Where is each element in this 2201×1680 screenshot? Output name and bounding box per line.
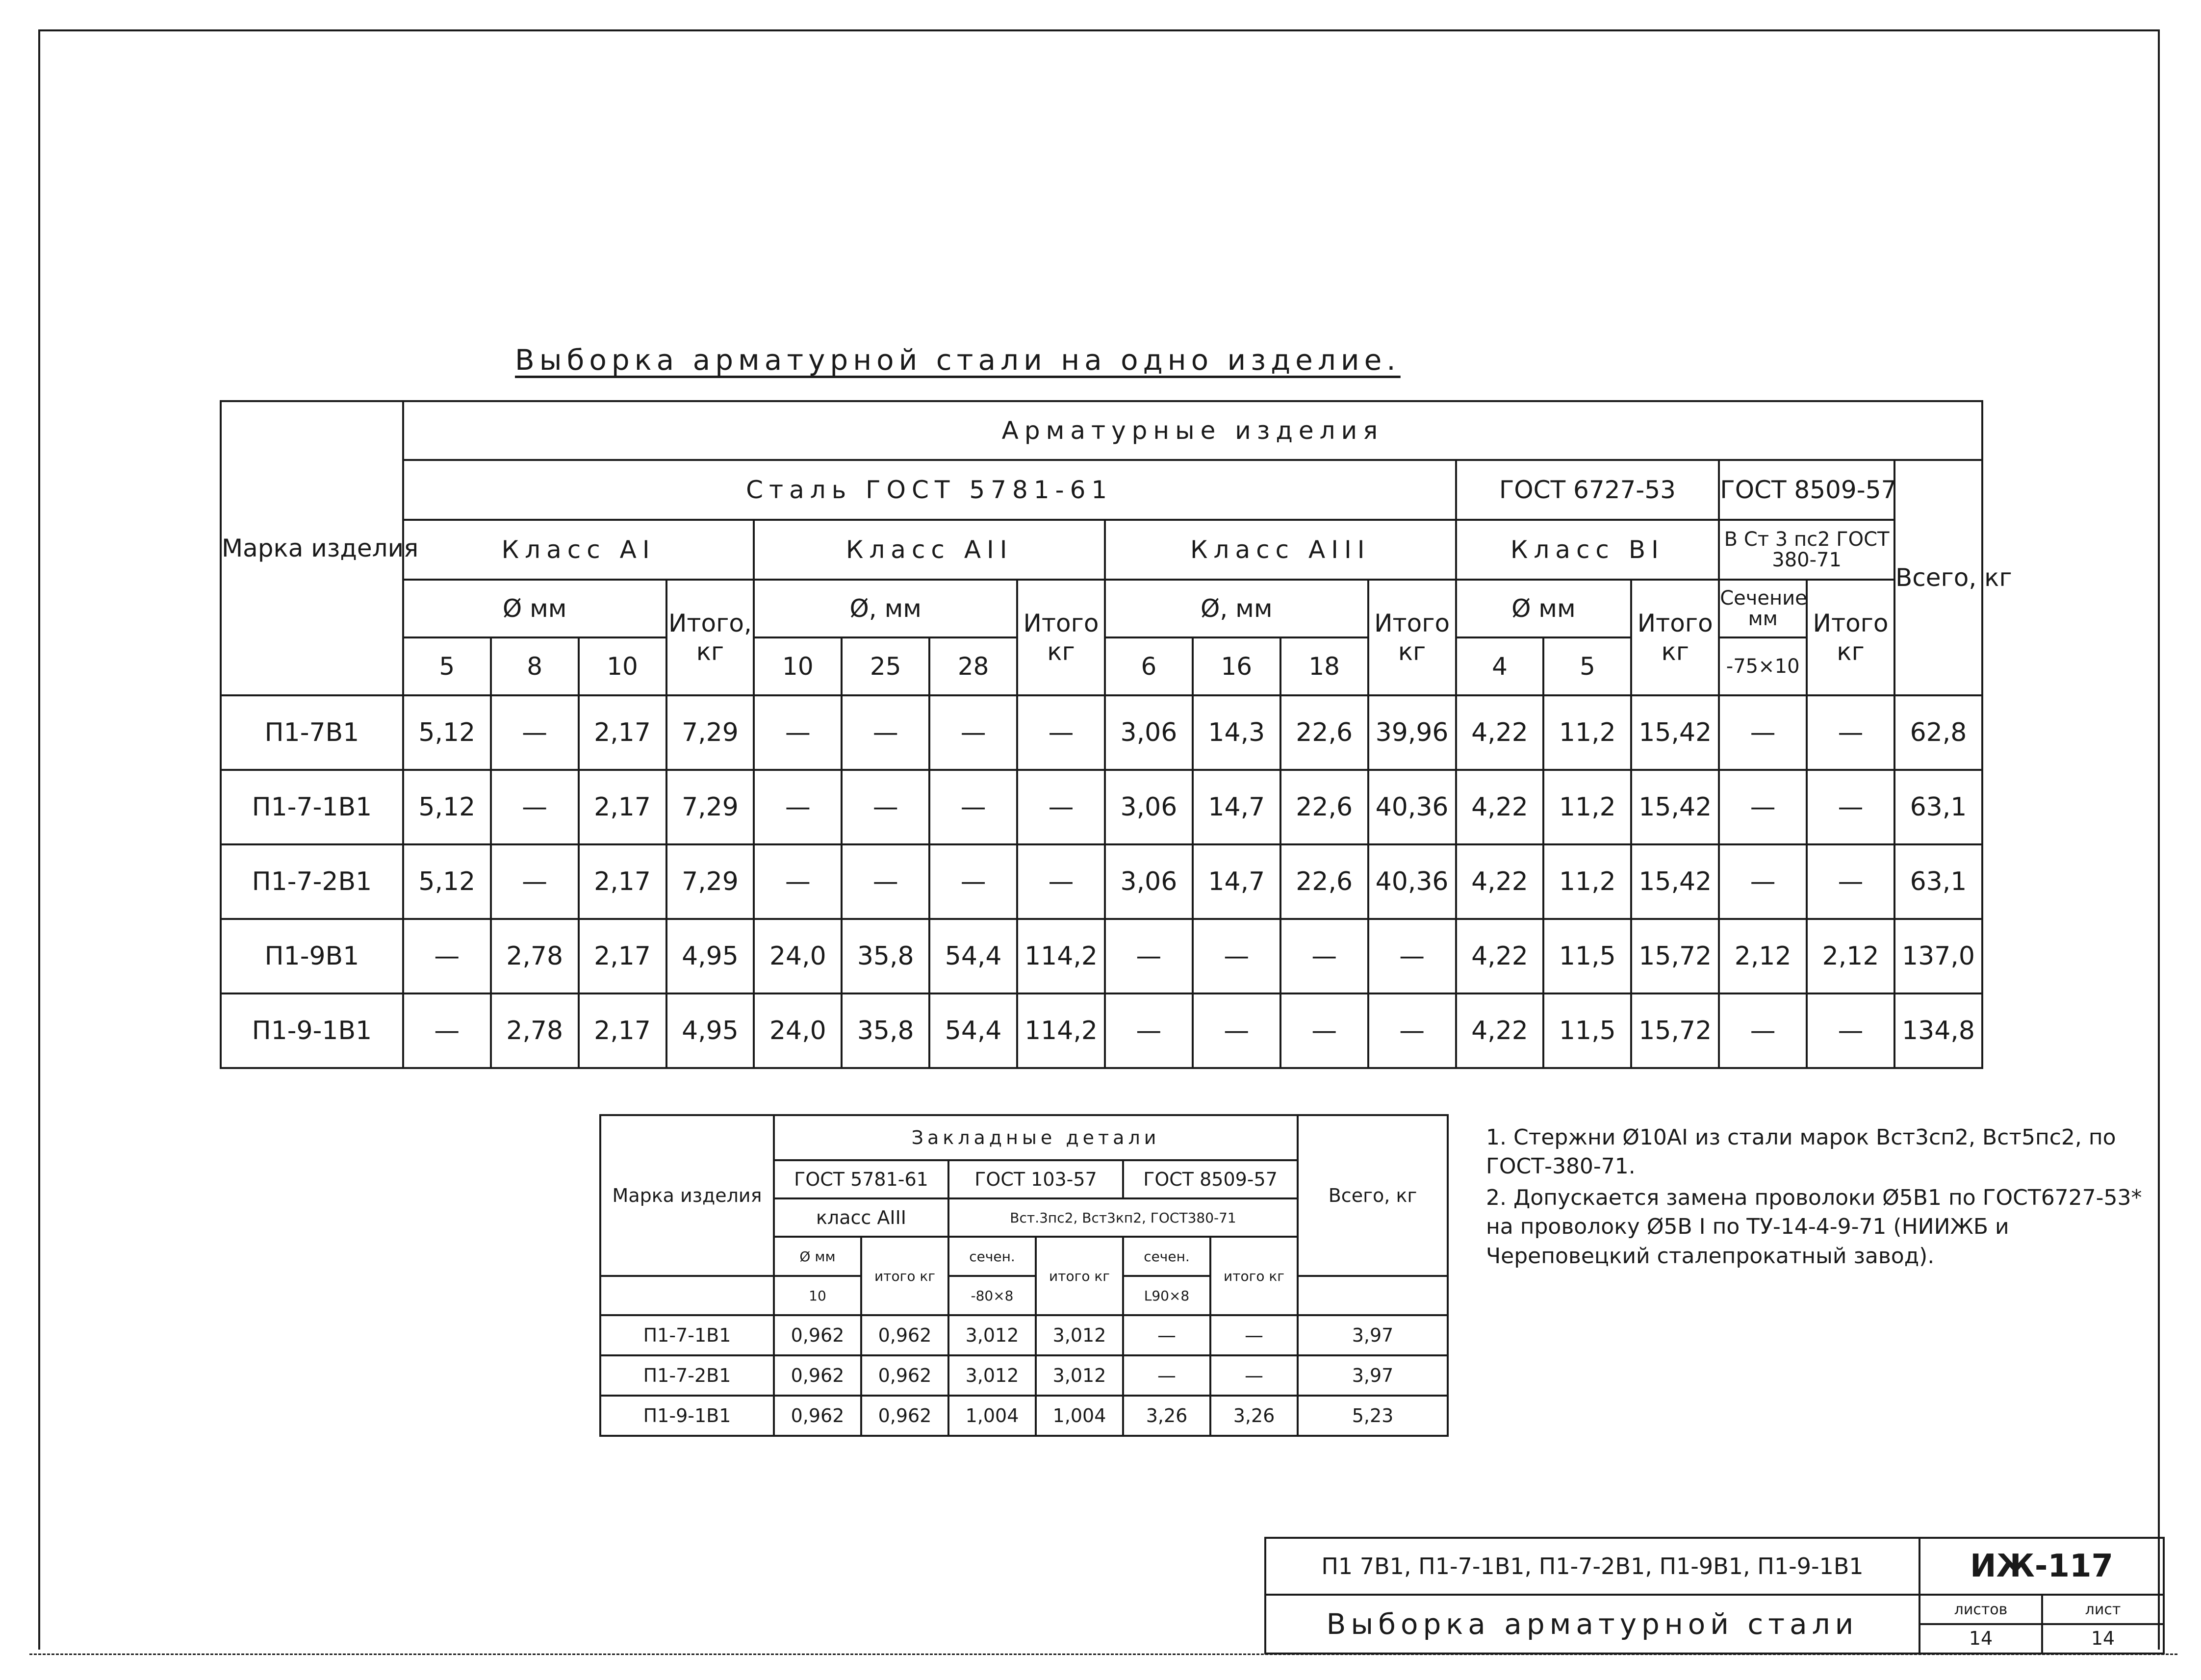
table-row xyxy=(221,844,1982,919)
armature-table xyxy=(220,400,2012,1069)
a3-diameter-header: Ø, мм xyxy=(1105,580,1368,637)
value-cell: — xyxy=(1017,844,1105,919)
value-cell: — xyxy=(1193,919,1280,993)
embedded-diameter-value: 10 xyxy=(774,1276,861,1315)
a2-diameter-header: Ø, мм xyxy=(754,580,1017,637)
diameter-cell: 4 xyxy=(1456,637,1544,695)
class-a3-header: Класс AIII xyxy=(1105,520,1456,580)
value-cell: 39,96 xyxy=(1368,695,1456,770)
value-cell: — xyxy=(1719,695,1807,770)
total-header: Всего, кг xyxy=(1894,460,1982,695)
value-cell: 2,17 xyxy=(579,993,666,1068)
value-cell: — xyxy=(1368,919,1456,993)
value-cell: — xyxy=(403,919,491,993)
value-cell: 40,36 xyxy=(1368,844,1456,919)
embedded-diameter-header: Ø мм xyxy=(774,1237,861,1276)
value-cell: 7,29 xyxy=(666,770,754,844)
embedded-total-kg-header: итого кг xyxy=(1210,1237,1298,1315)
value-cell: — xyxy=(1280,993,1368,1068)
value-cell: 63,1 xyxy=(1894,770,1982,844)
value-cell: — xyxy=(491,770,579,844)
stamp-sheets-label: листов xyxy=(1919,1595,2042,1624)
gost8509-header: ГОСТ 8509-57 xyxy=(1719,460,1894,520)
value-cell: 3,06 xyxy=(1105,695,1193,770)
value-cell: 3,97 xyxy=(1298,1355,1448,1396)
class-a1-header: Класс AI xyxy=(403,520,754,580)
value-cell: — xyxy=(1807,695,1894,770)
diameter-cell: 6 xyxy=(1105,637,1193,695)
diameter-cell: 5 xyxy=(1543,637,1631,695)
value-cell: 15,42 xyxy=(1631,770,1719,844)
table-row xyxy=(600,1355,1448,1396)
value-cell: 11,5 xyxy=(1543,919,1631,993)
value-cell: 2,12 xyxy=(1719,919,1807,993)
mark-cell: П1-9В1 xyxy=(221,919,403,993)
b1-total-header: Итого кг xyxy=(1631,580,1719,695)
value-cell: 4,22 xyxy=(1456,695,1544,770)
value-cell: — xyxy=(403,993,491,1068)
value-cell: — xyxy=(1719,770,1807,844)
value-cell: 3,26 xyxy=(1210,1396,1298,1436)
value-cell: 2,17 xyxy=(579,770,666,844)
value-cell: 2,17 xyxy=(579,919,666,993)
value-cell: 1,004 xyxy=(1036,1396,1123,1436)
value-cell: 3,012 xyxy=(948,1355,1036,1396)
value-cell: 3,012 xyxy=(1036,1355,1123,1396)
value-cell: 0,962 xyxy=(861,1315,948,1355)
embedded-section-header: сечен. xyxy=(1123,1237,1210,1276)
embedded-gost5781: ГОСТ 5781-61 xyxy=(774,1160,948,1198)
diameter-cell: 10 xyxy=(754,637,842,695)
value-cell: 54,4 xyxy=(929,993,1017,1068)
value-cell: — xyxy=(842,844,929,919)
embedded-section-value: -80×8 xyxy=(948,1276,1036,1315)
value-cell: 2,78 xyxy=(491,993,579,1068)
value-cell: 2,17 xyxy=(579,695,666,770)
value-cell: — xyxy=(491,844,579,919)
stamp-sheet-value: 14 xyxy=(2042,1624,2164,1654)
value-cell: — xyxy=(754,770,842,844)
table-row xyxy=(221,695,1982,770)
value-cell: 14,7 xyxy=(1193,770,1280,844)
stamp-products: П1 7В1, П1-7-1В1, П1-7-2В1, П1-9В1, П1-9-1В1 xyxy=(1265,1538,1919,1595)
value-cell: — xyxy=(1368,993,1456,1068)
mark-header: Марка изделия xyxy=(221,401,403,695)
value-cell: — xyxy=(842,695,929,770)
table-row xyxy=(221,919,1982,993)
embedded-steel-note: Вст.3пс2, Вст3кп2, ГОСТ380-71 xyxy=(948,1198,1298,1237)
value-cell: — xyxy=(1807,770,1894,844)
stamp-title: Выборка арматурной стали xyxy=(1265,1595,1919,1654)
value-cell: 5,12 xyxy=(403,844,491,919)
embedded-gost8509: ГОСТ 8509-57 xyxy=(1123,1160,1298,1198)
value-cell: 11,5 xyxy=(1543,993,1631,1068)
table-row xyxy=(600,1396,1448,1436)
diameter-cell: 5 xyxy=(403,637,491,695)
value-cell: 54,4 xyxy=(929,919,1017,993)
mark-cell: П1-9-1В1 xyxy=(221,993,403,1068)
embedded-details-header: Закладные детали xyxy=(774,1115,1298,1160)
diameter-cell: 10 xyxy=(579,637,666,695)
value-cell: 3,97 xyxy=(1298,1315,1448,1355)
embedded-total-header: Всего, кг xyxy=(1298,1115,1448,1276)
table-row xyxy=(600,1315,1448,1355)
value-cell: 0,962 xyxy=(774,1315,861,1355)
value-cell: 3,06 xyxy=(1105,770,1193,844)
value-cell: — xyxy=(1807,844,1894,919)
gost6727-header: ГОСТ 6727-53 xyxy=(1456,460,1719,520)
embedded-spacer xyxy=(1298,1276,1448,1315)
value-cell: 4,22 xyxy=(1456,844,1544,919)
value-cell: 35,8 xyxy=(842,919,929,993)
value-cell: 40,36 xyxy=(1368,770,1456,844)
embedded-spacer xyxy=(600,1276,774,1315)
value-cell: 0,962 xyxy=(861,1396,948,1436)
value-cell: 2,78 xyxy=(491,919,579,993)
diameter-cell: 28 xyxy=(929,637,1017,695)
value-cell: — xyxy=(1210,1315,1298,1355)
value-cell: 11,2 xyxy=(1543,770,1631,844)
value-cell: 22,6 xyxy=(1280,844,1368,919)
steel-note-header: В Ст 3 пс2 ГОСТ 380-71 xyxy=(1719,520,1894,580)
value-cell: 2,17 xyxy=(579,844,666,919)
value-cell: — xyxy=(1105,919,1193,993)
embedded-details-table xyxy=(599,1114,1449,1437)
value-cell: 3,012 xyxy=(948,1315,1036,1355)
diameter-cell: 25 xyxy=(842,637,929,695)
mark-cell: П1-9-1В1 xyxy=(600,1396,774,1436)
embedded-total-kg-header: итого кг xyxy=(1036,1237,1123,1315)
armature-header: Арматурные изделия xyxy=(403,401,1982,460)
diameter-cell: 16 xyxy=(1193,637,1280,695)
value-cell: 137,0 xyxy=(1894,919,1982,993)
value-cell: 0,962 xyxy=(774,1396,861,1436)
value-cell: 5,23 xyxy=(1298,1396,1448,1436)
value-cell: 11,2 xyxy=(1543,695,1631,770)
value-cell: 15,72 xyxy=(1631,919,1719,993)
stamp-code: ИЖ-117 xyxy=(1919,1538,2164,1595)
mark-cell: П1-7В1 xyxy=(221,695,403,770)
embedded-total-kg-header: итого кг xyxy=(861,1237,948,1315)
value-cell: 15,42 xyxy=(1631,844,1719,919)
class-a2-header: Класс AII xyxy=(754,520,1105,580)
value-cell: 11,2 xyxy=(1543,844,1631,919)
value-cell: — xyxy=(842,770,929,844)
value-cell: — xyxy=(929,770,1017,844)
value-cell: 7,29 xyxy=(666,695,754,770)
value-cell: 35,8 xyxy=(842,993,929,1068)
embedded-mark-header: Марка изделия xyxy=(600,1115,774,1276)
value-cell: — xyxy=(1193,993,1280,1068)
value-cell: 4,22 xyxy=(1456,770,1544,844)
value-cell: 15,42 xyxy=(1631,695,1719,770)
value-cell: 22,6 xyxy=(1280,770,1368,844)
embedded-section-value: L90×8 xyxy=(1123,1276,1210,1315)
section-header: Сечение мм xyxy=(1719,580,1807,637)
mark-cell: П1-7-2В1 xyxy=(600,1355,774,1396)
note-item: 1. Стержни Ø10AI из стали марок Вст3сп2, Вст5пс2, по ГОСТ-380-71. xyxy=(1486,1125,2116,1179)
value-cell: 15,72 xyxy=(1631,993,1719,1068)
mark-cell: П1-7-2В1 xyxy=(221,844,403,919)
b1-diameter-header: Ø мм xyxy=(1456,580,1632,637)
value-cell: 0,962 xyxy=(774,1355,861,1396)
angle-total-header: Итого кг xyxy=(1807,580,1894,695)
class-b1-header: Класс BI xyxy=(1456,520,1719,580)
a2-total-header: Итого кг xyxy=(1017,580,1105,695)
diameter-cell: 18 xyxy=(1280,637,1368,695)
value-cell: 3,26 xyxy=(1123,1396,1210,1436)
value-cell: 22,6 xyxy=(1280,695,1368,770)
value-cell: 2,12 xyxy=(1807,919,1894,993)
mark-cell: П1-7-1В1 xyxy=(221,770,403,844)
value-cell: — xyxy=(1807,993,1894,1068)
value-cell: 5,12 xyxy=(403,695,491,770)
page-title: Выборка арматурной стали на одно изделие. xyxy=(515,343,1401,377)
a1-total-header: Итого, кг xyxy=(666,580,754,695)
value-cell: — xyxy=(1719,993,1807,1068)
value-cell: — xyxy=(754,695,842,770)
steel-gost-header: Сталь ГОСТ 5781-61 xyxy=(403,460,1456,520)
value-cell: 114,2 xyxy=(1017,993,1105,1068)
value-cell: 134,8 xyxy=(1894,993,1982,1068)
value-cell: — xyxy=(1105,993,1193,1068)
value-cell: 14,3 xyxy=(1193,695,1280,770)
diameter-cell: 8 xyxy=(491,637,579,695)
value-cell: 14,7 xyxy=(1193,844,1280,919)
value-cell: 63,1 xyxy=(1894,844,1982,919)
table-row xyxy=(221,993,1982,1068)
value-cell: 1,004 xyxy=(948,1396,1036,1436)
value-cell: — xyxy=(1123,1315,1210,1355)
value-cell: 4,95 xyxy=(666,919,754,993)
value-cell: 4,22 xyxy=(1456,919,1544,993)
value-cell: 114,2 xyxy=(1017,919,1105,993)
mark-cell: П1-7-1В1 xyxy=(600,1315,774,1355)
embedded-section-header: сечен. xyxy=(948,1237,1036,1276)
value-cell: 4,22 xyxy=(1456,993,1544,1068)
value-cell: 0,962 xyxy=(861,1355,948,1396)
value-cell: — xyxy=(1719,844,1807,919)
value-cell: 62,8 xyxy=(1894,695,1982,770)
value-cell: 24,0 xyxy=(754,993,842,1068)
value-cell: — xyxy=(754,844,842,919)
value-cell: — xyxy=(1210,1355,1298,1396)
value-cell: 24,0 xyxy=(754,919,842,993)
value-cell: 5,12 xyxy=(403,770,491,844)
notes xyxy=(1486,1123,2143,1273)
value-cell: — xyxy=(929,695,1017,770)
a1-diameter-header: Ø мм xyxy=(403,580,666,637)
stamp-sheets-value: 14 xyxy=(1919,1624,2042,1654)
embedded-class-a3: класс AIII xyxy=(774,1198,948,1237)
a3-total-header: Итого кг xyxy=(1368,580,1456,695)
table-row xyxy=(221,770,1982,844)
value-cell: — xyxy=(929,844,1017,919)
embedded-gost103: ГОСТ 103-57 xyxy=(948,1160,1123,1198)
stamp-sheet-label: лист xyxy=(2042,1595,2164,1624)
value-cell: 7,29 xyxy=(666,844,754,919)
value-cell: — xyxy=(491,695,579,770)
value-cell: 3,06 xyxy=(1105,844,1193,919)
value-cell: — xyxy=(1017,770,1105,844)
value-cell: — xyxy=(1017,695,1105,770)
value-cell: — xyxy=(1280,919,1368,993)
note-item: 2. Допускается замена проволоки Ø5В1 по ГОСТ6727-53* на проволоку Ø5В I по ТУ-14-4-9-71 (НИИЖБ и Череповецкий сталепрокатный завод). xyxy=(1486,1185,2142,1269)
value-cell: 3,012 xyxy=(1036,1315,1123,1355)
value-cell: 4,95 xyxy=(666,993,754,1068)
title-block xyxy=(1264,1537,2165,1655)
section-size-cell: -75×10 xyxy=(1719,637,1807,695)
value-cell: — xyxy=(1123,1355,1210,1396)
